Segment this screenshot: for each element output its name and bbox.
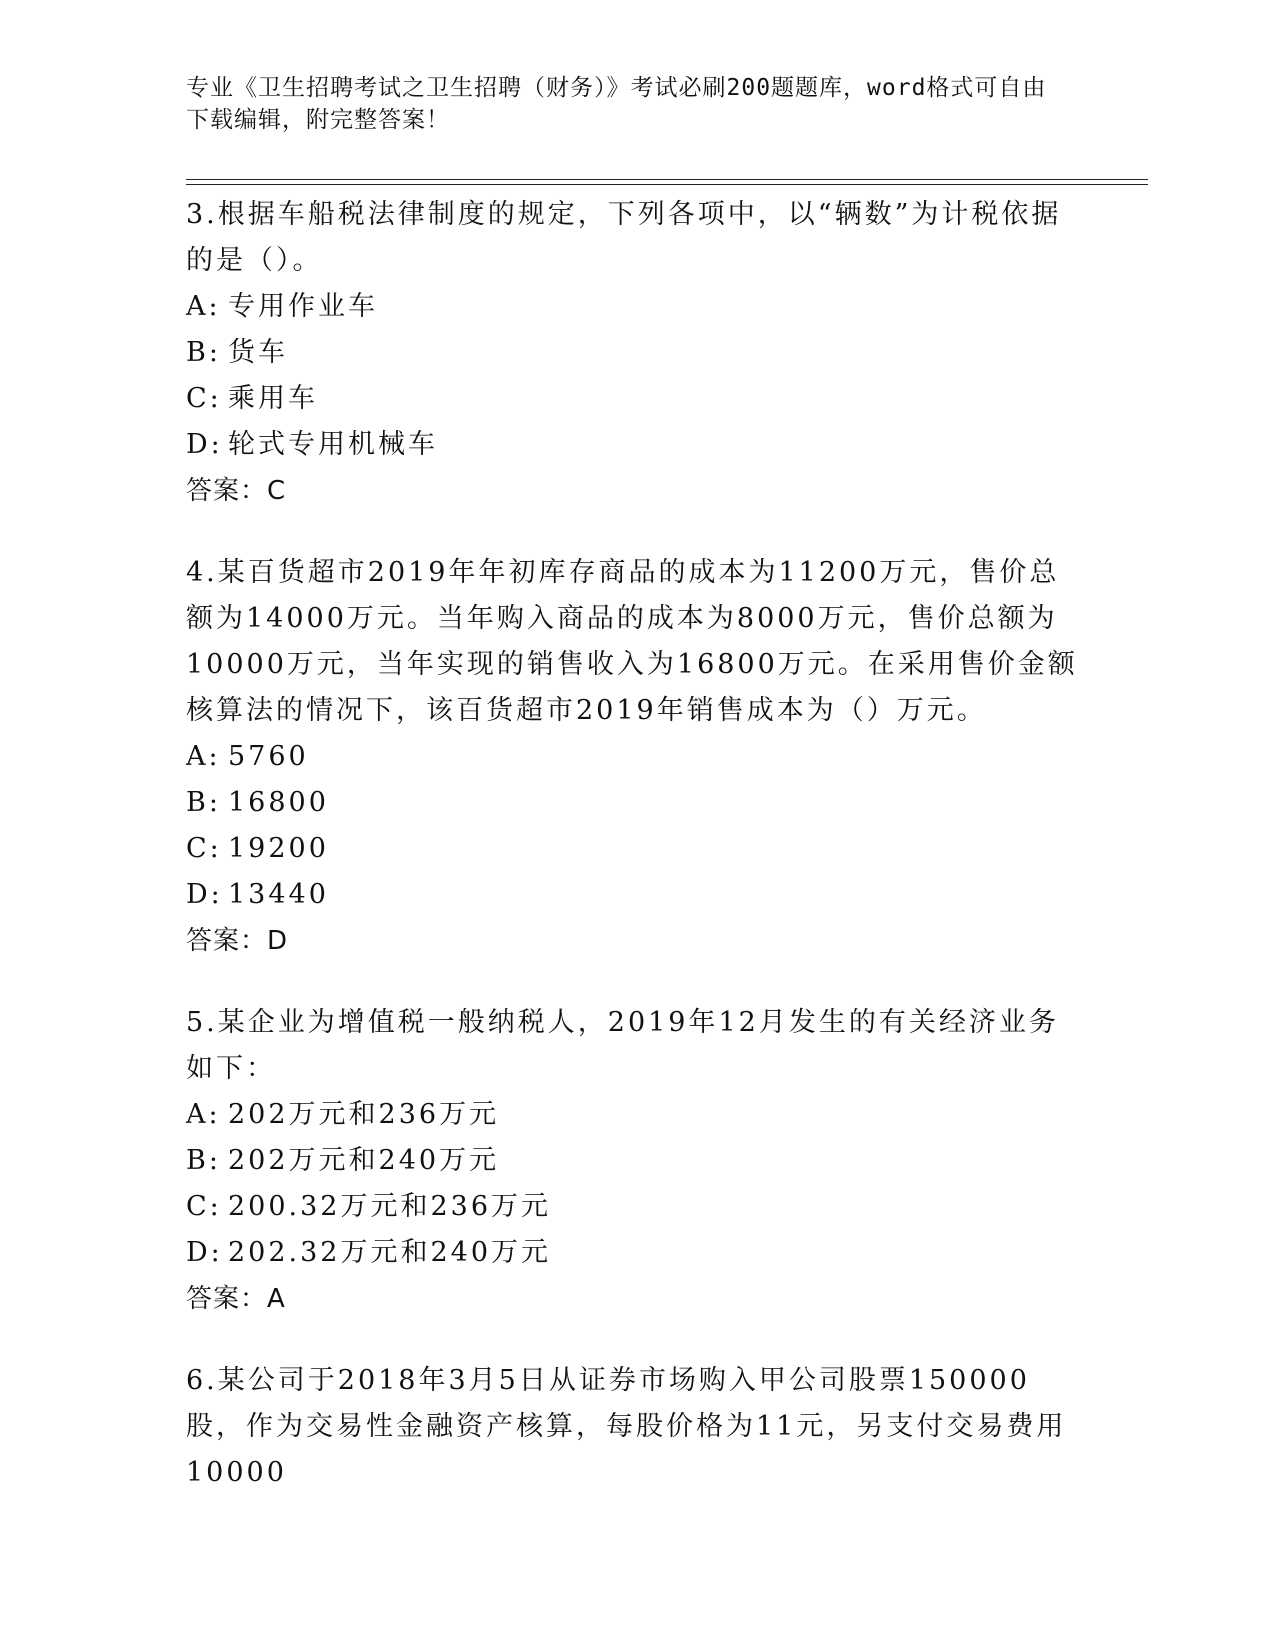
answer-line: 答案：C [186,476,287,506]
option-list [186,284,1086,468]
option-a [186,734,1086,780]
question-4 [186,550,1086,964]
option-text: 202.32万元和240万元 [228,1237,552,1268]
option-text: 5760 [228,741,309,772]
option-letter: A: [186,1099,221,1130]
option-text: 200.32万元和236万元 [228,1191,552,1222]
question-stem: 4.某百货超市2019年年初库存商品的成本为11200万元，售价总额为14000万元。当年购入商品的成本为8000万元，售价总额为10000万元，当年实现的销售收入为16800万元。在采用售价金额核算法的情况下，该百货超市2019年销售成本为（）万元。 [186,557,1078,726]
option-text: 专用作业车 [228,291,378,322]
question-3 [186,192,1086,514]
option-letter: C: [186,833,222,864]
option-list [186,1092,1086,1276]
header-divider-top [186,179,1148,180]
question-5 [186,1000,1086,1322]
option-b [186,1138,1086,1184]
answer-line: 答案：A [186,1284,286,1314]
option-a [186,284,1086,330]
option-a [186,1092,1086,1138]
question-stem: 5.某企业为增值税一般纳税人，2019年12月发生的有关经济业务如下： [186,1007,1059,1084]
option-letter: C: [186,1191,222,1222]
question-stem: 6.某公司于2018年3月5日从证券市场购入甲公司股票150000股，作为交易性金融资产核算，每股价格为11元，另支付交易费用10000 [186,1365,1067,1488]
option-text: 乘用车 [228,383,318,414]
option-letter: D: [186,1237,223,1268]
option-letter: B: [186,337,221,368]
option-text: 货车 [228,337,288,368]
option-d [186,872,1086,918]
option-d [186,422,1086,468]
option-text: 202万元和240万元 [228,1145,500,1176]
answer-line: 答案：D [186,926,289,956]
option-letter: B: [186,787,221,818]
option-letter: B: [186,1145,221,1176]
option-c [186,376,1086,422]
option-letter: D: [186,429,223,460]
option-d [186,1230,1086,1276]
option-c [186,1184,1086,1230]
option-c [186,826,1086,872]
option-text: 202万元和236万元 [228,1099,500,1130]
option-b [186,330,1086,376]
option-letter: A: [186,291,221,322]
option-text: 轮式专用机械车 [228,429,438,460]
header-divider-bottom [186,184,1148,185]
option-letter: D: [186,879,223,910]
option-text: 16800 [228,787,329,818]
option-text: 13440 [228,879,329,910]
option-b [186,780,1086,826]
question-list [186,192,1086,1532]
option-letter: C: [186,383,222,414]
question-6 [186,1358,1086,1496]
question-stem: 3.根据车船税法律制度的规定，下列各项中，以“辆数”为计税依据的是（）。 [186,199,1062,276]
option-text: 19200 [228,833,329,864]
option-letter: A: [186,741,221,772]
option-list [186,734,1086,918]
document-header: 专业《卫生招聘考试之卫生招聘（财务）》考试必刷200题题库，word格式可自由下载编辑，附完整答案！ [186,75,1047,133]
